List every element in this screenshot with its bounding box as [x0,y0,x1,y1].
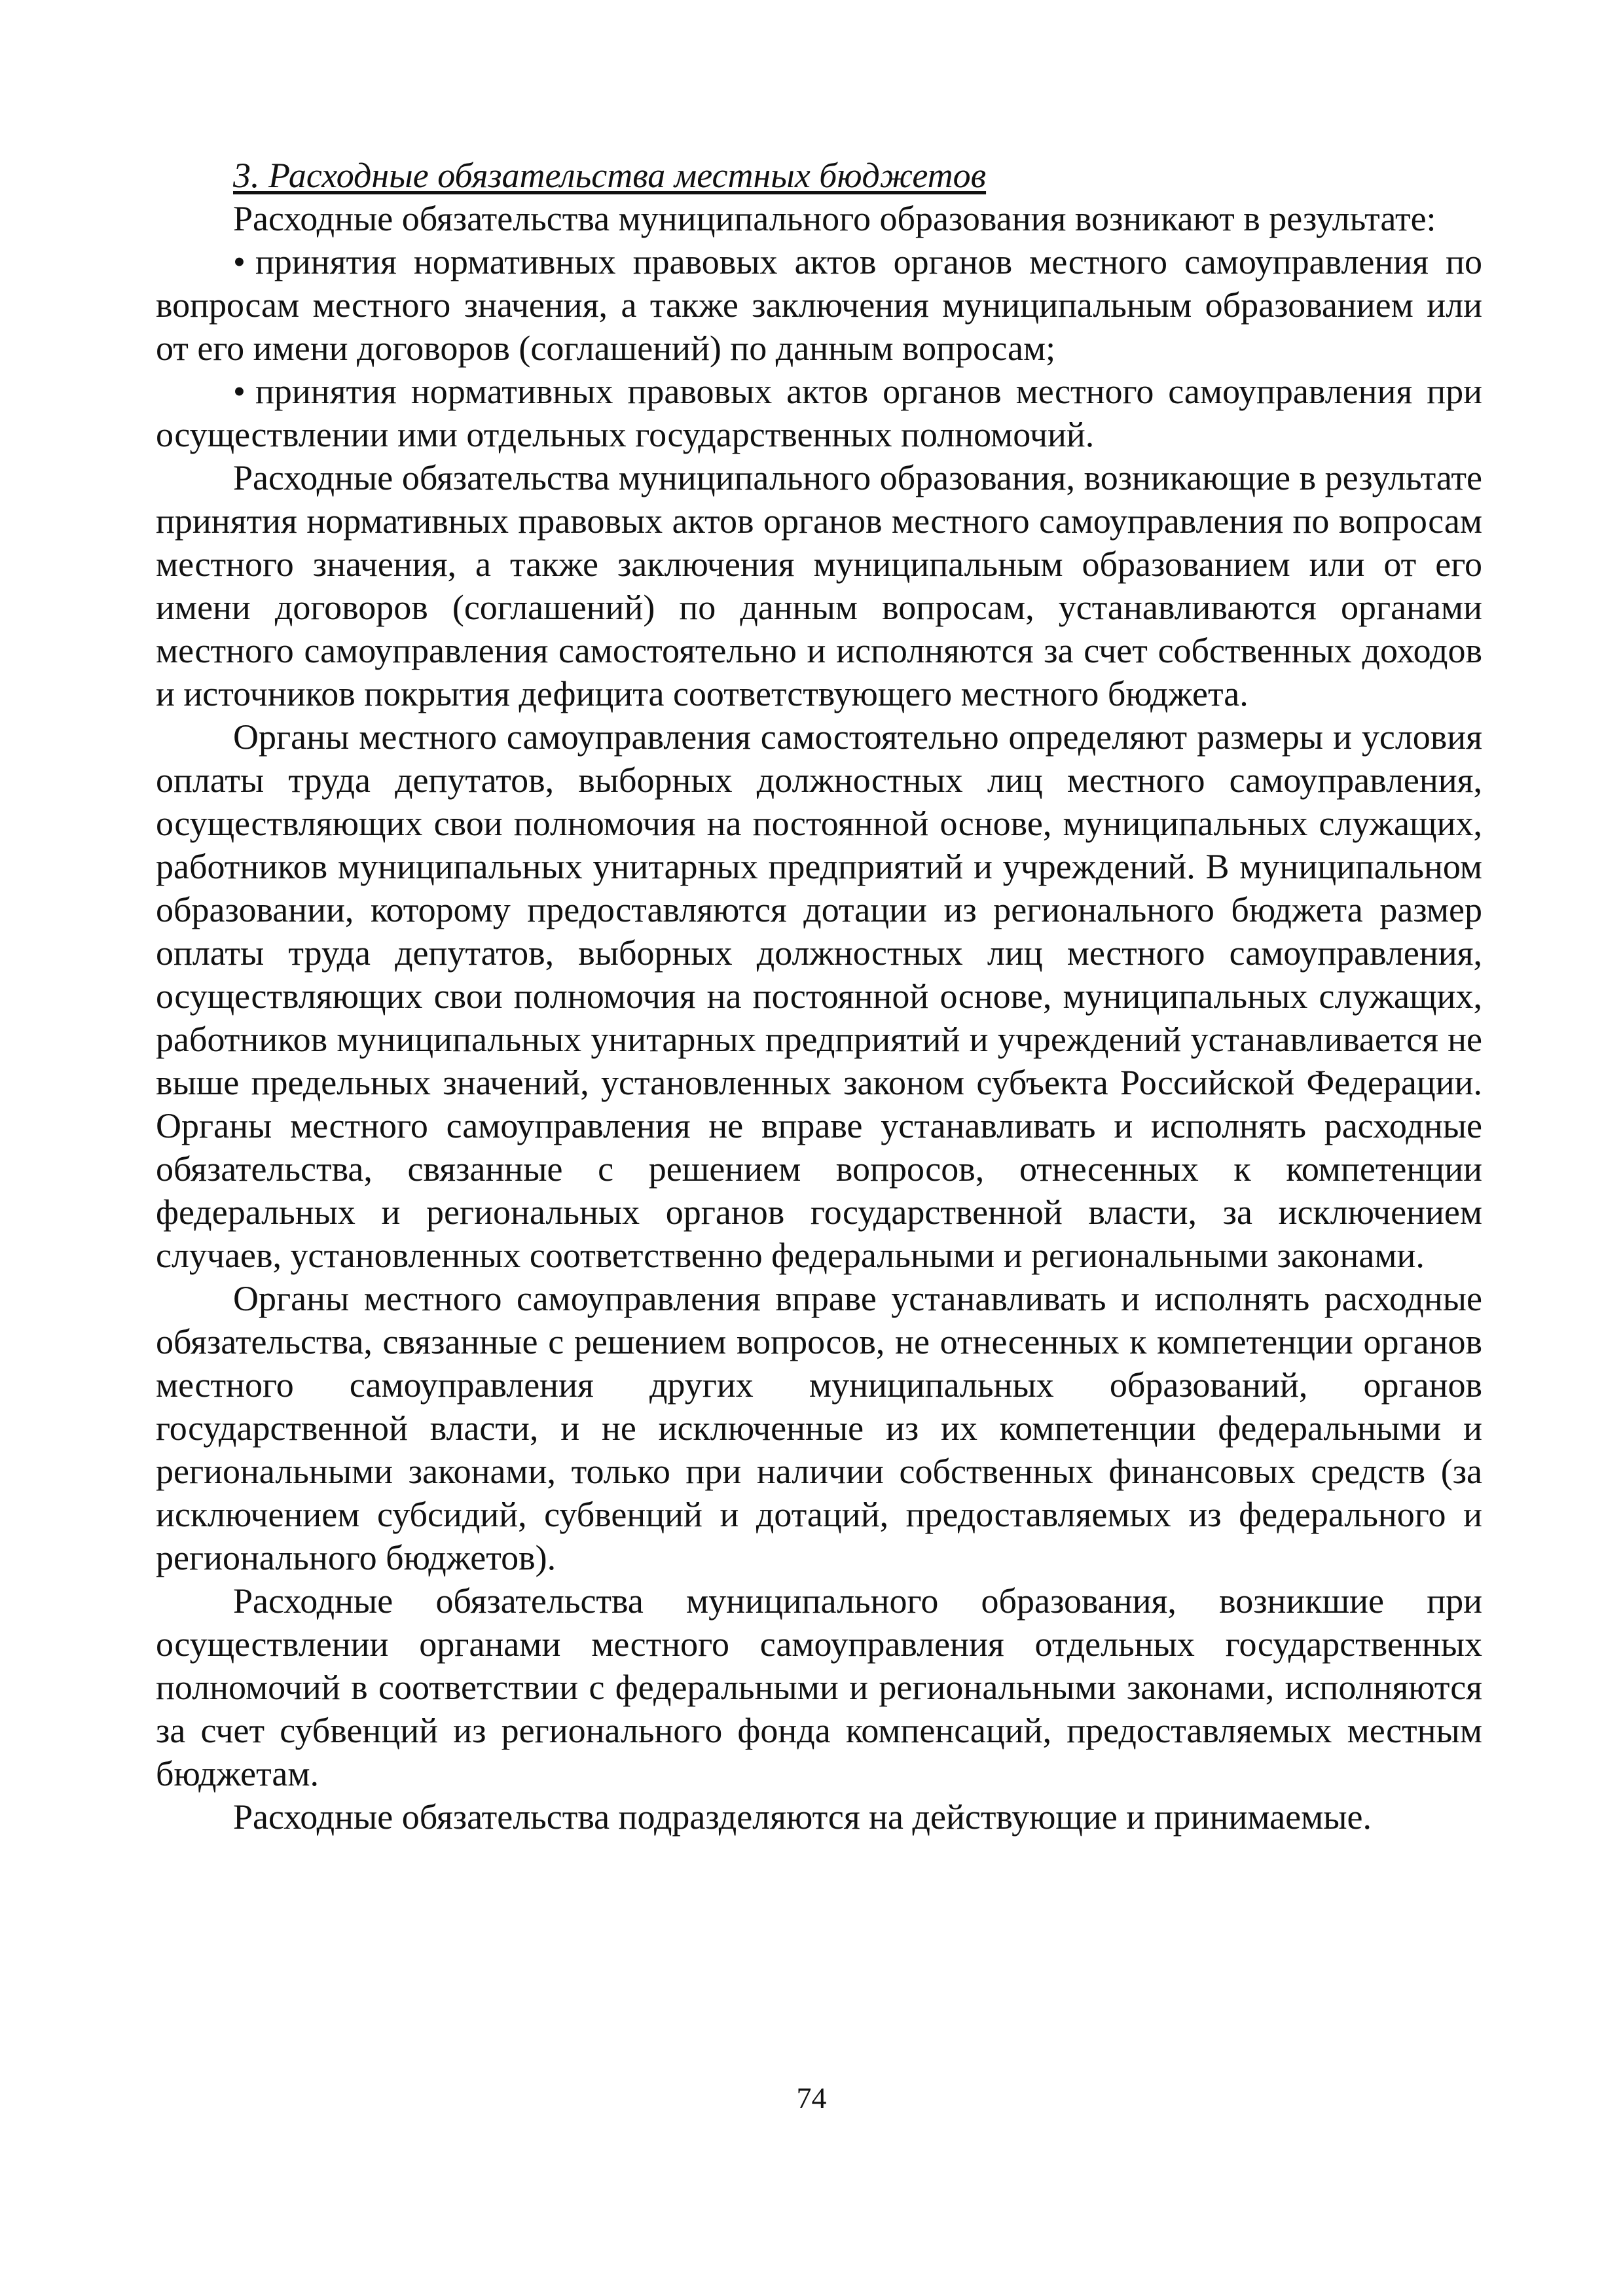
paragraph-2: Органы местного самоуправления самостоятельно определяют размеры и условия оплаты труда депутатов, выборных должностных лиц местного самоуправления, осуществляющих свои полномочия на постоянной основе, муниципальных служащих, работников муниципальных унитарных предприятий и учреждений. В муниципальном образовании, которому предоставляются дотации из регионального бюджета размер оплаты труда депутатов, выборных должностных лиц местного самоуправления, осуществляющих свои полномочия на постоянной основе, муниципальных служащих, работников муниципальных унитарных предприятий и учреждений устанавливается не выше предельных значений, установленных законом субъекта Российской Федерации. Органы местного самоуправления не вправе устанавливать и исполнять расходные обязательства, связанные с решением вопросов, отнесенных к компетенции федеральных и региональных органов государственной власти, за исключением случаев, установленных соответственно федеральными и региональными законами. [156,717,1482,1275]
bullet-text: принятия нормативных правовых актов органов местного самоуправления по вопросам местного значения, а также заключения муниципальным образованием или от его имени договоров (соглашений) по данным вопросам; [156,242,1482,368]
paragraph-3: Органы местного самоуправления вправе устанавливать и исполнять расходные обязательства, связанные с решением вопросов, не отнесенных к компетенции органов местного самоуправления других муниципальных образований, органов государственной власти, и не исключенные из их компетенции федеральными и региональными законами, только при наличии собственных финансовых средств (за исключением субсидий, субвенций и дотаций, предоставляемых из федерального и регионального бюджетов). [156,1279,1482,1577]
bullet-icon: • [233,372,246,411]
bullet-icon: • [233,242,246,281]
section-heading: 3. Расходные обязательства местных бюджетов [233,156,987,195]
bullet-item-2 [156,370,1482,456]
paragraph-5: Расходные обязательства подразделяются на действующие и принимаемые. [233,1797,1372,1837]
paragraph-4: Расходные обязательства муниципального образования, возникшие при осуществлении органами местного самоуправления отдельных государственных полномочий в соответствии с федеральными и региональными законами, исполняются за счет субвенций из регионального фонда компенсаций, предоставляемых местным бюджетам. [156,1581,1482,1793]
bullet-item-1 [156,240,1482,370]
intro-paragraph: Расходные обязательства муниципального образования возникают в результате: [233,199,1436,238]
page-number: 74 [796,2081,827,2115]
paragraph-1: Расходные обязательства муниципального образования, возникающие в результате принятия нормативных правовых актов органов местного самоуправления по вопросам местного значения, а также заключения муниципальным образованием или от его имени договоров (соглашений) по данным вопросам, устанавливаются органами местного самоуправления самостоятельно и исполняются за счет собственных доходов и источников покрытия дефицита соответствующего местного бюджета. [156,458,1482,713]
document-page [156,154,1482,2150]
bullet-text: принятия нормативных правовых актов органов местного самоуправления при осуществлении ими отдельных государственных полномочий. [156,372,1482,454]
